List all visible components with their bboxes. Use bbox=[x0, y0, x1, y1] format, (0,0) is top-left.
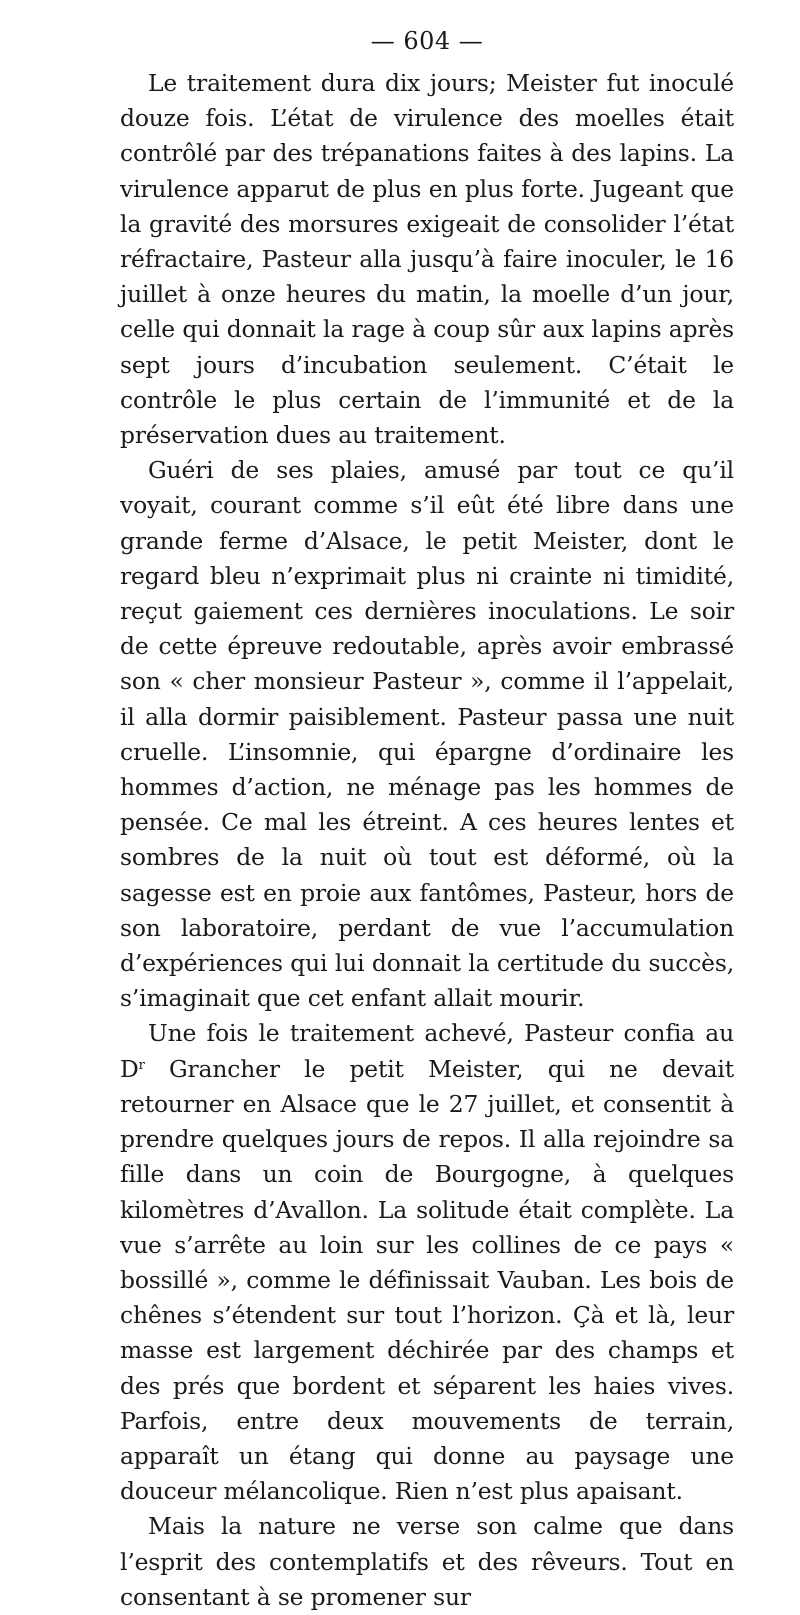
page-number: — 604 — bbox=[370, 27, 484, 55]
paragraph-3-text-end: Grancher le petit Meister, qui ne devait retourner en Alsace que le 27 juillet, et consentit à prendre quelques jours de repos. Il alla rejoindre sa fille dans un coin de Bourgogne, à quelques kilomètres d’Avallon. La solitude était complète. La vue s’arrête au loin sur les collines de ce pays « bossillé », comme le définissait Vauban. Les bois de chênes s’étendent sur tout l’horizon. Çà et là, leur masse est largement déchirée par des champs et des prés que bordent et séparent les haies vives. Parfois, entre deux mouvements de terrain, apparaît un étang qui donne au paysage une douceur mélancolique. Rien n’est plus apaisant. bbox=[120, 1054, 734, 1506]
paragraph-3-text-start: Une fois le traitement achevé, Pasteur confia au D bbox=[120, 1019, 734, 1083]
paragraph-3 bbox=[120, 1016, 734, 1509]
paragraph-4: Mais la nature ne verse son calme que dans l’esprit des contemplatifs et des rêveurs. Tout en consentant à se promener sur bbox=[120, 1512, 734, 1611]
superscript-r: r bbox=[138, 1057, 145, 1073]
paragraph-1: Le traitement dura dix jours; Meister fut inoculé douze fois. L’état de virulence des moelles était contrôlé par des trépanations faites à des lapins. La virulence apparut de plus en plus forte. Jugeant que la gravité des morsures exigeait de consolider l’état réfractaire, Pasteur alla jusqu’à faire inoculer, le 16 juillet à onze heures du matin, la moelle d’un jour, celle qui donnait la rage à coup sûr aux lapins après sept jours d’incubation seulement. C’était le contrôle le plus certain de l’immunité et de la préservation dues au traitement. bbox=[120, 69, 734, 450]
book-page bbox=[120, 22, 734, 1611]
paragraph-2: Guéri de ses plaies, amusé par tout ce qu’il voyait, courant comme s’il eût été libre dans une grande ferme d’Alsace, le petit Meister, dont le regard bleu n’exprimait plus ni crainte ni timidité, reçut gaiement ces dernières inoculations. Le soir de cette épreuve redoutable, après avoir embrassé son « cher monsieur Pasteur », comme il l’appelait, il alla dormir paisiblement. Pasteur passa une nuit cruelle. L’insomnie, qui épargne d’ordinaire les hommes d’action, ne ménage pas les hommes de pensée. Ce mal les étreint. A ces heures lentes et sombres de la nuit où tout est déformé, où la sagesse est en proie aux fantômes, Pasteur, hors de son laboratoire, perdant de vue l’accumulation d’expériences qui lui donnait la certitude du succès, s’imaginait que cet enfant allait mourir. bbox=[120, 456, 734, 1013]
